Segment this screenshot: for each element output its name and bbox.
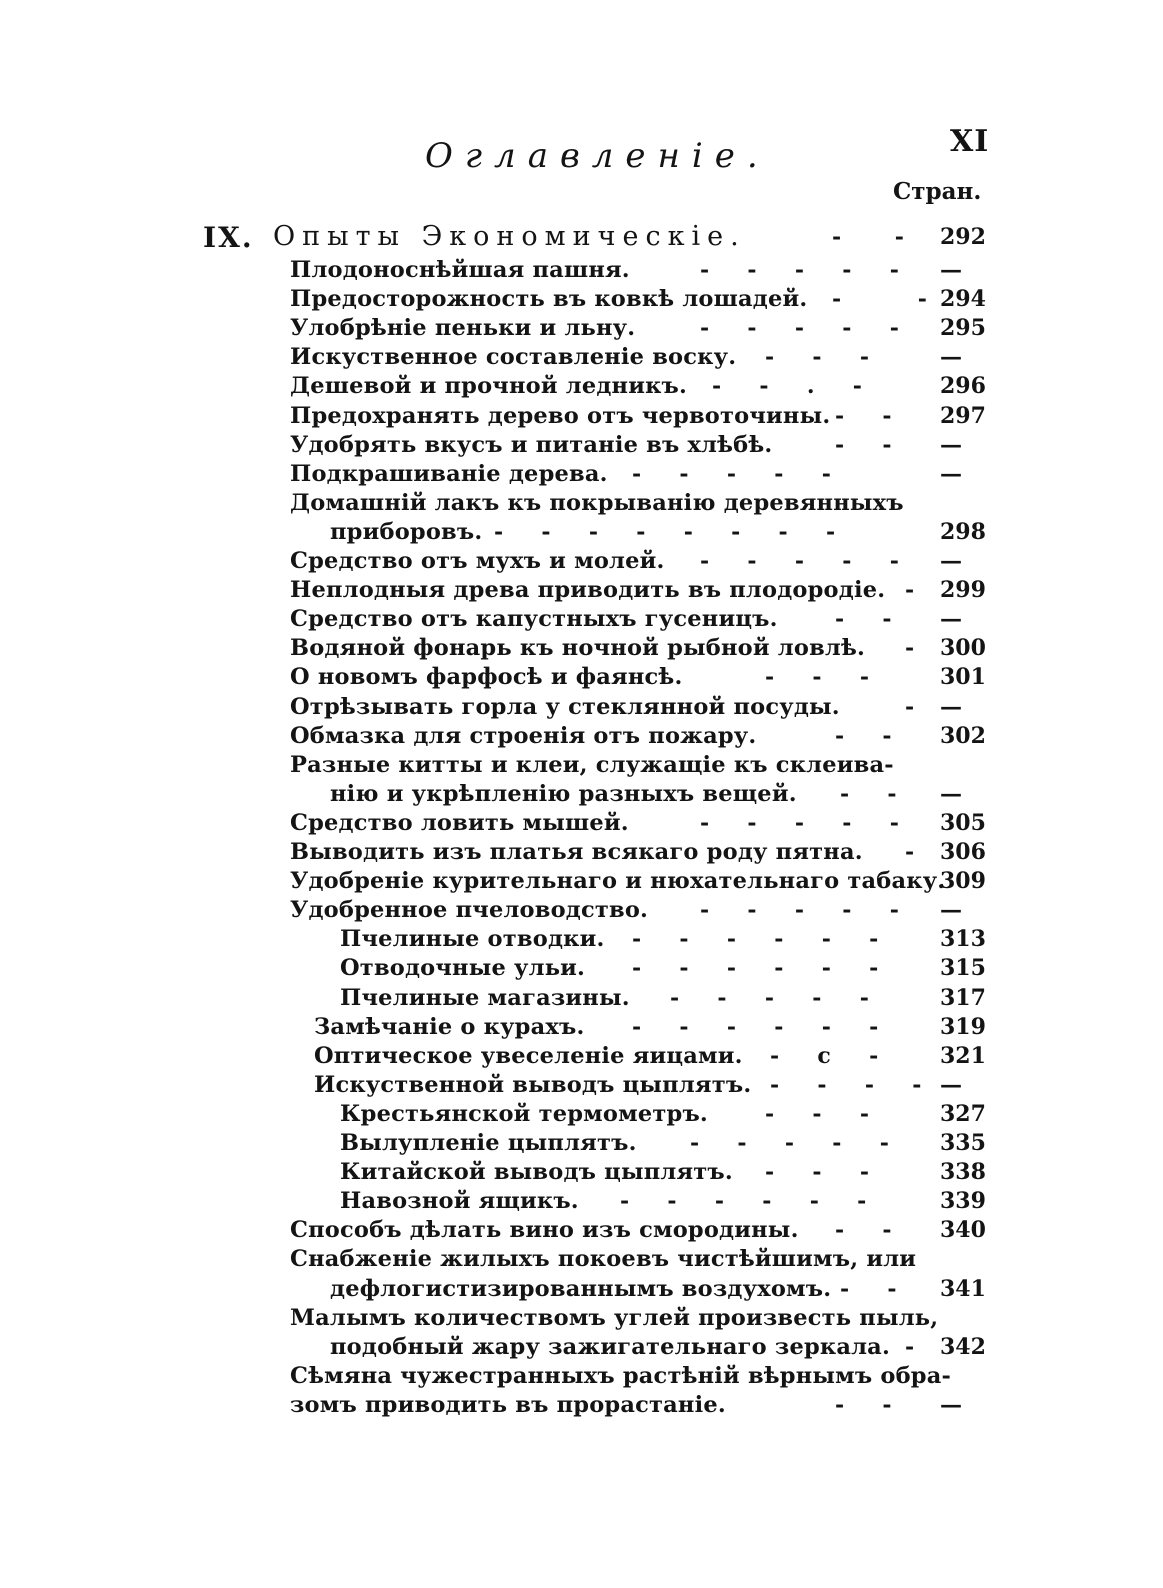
toc-entry-title: Замѣчаніе о курахъ.	[314, 1014, 585, 1040]
toc-entry	[0, 1305, 1163, 1335]
toc-entry-title: подобный жару зажигательнаго зеркала.	[330, 1334, 890, 1360]
toc-entry-title: Малымъ количествомъ углей произвесть пыль,	[290, 1305, 939, 1331]
toc-entry-leaders: - - - - -	[700, 548, 899, 574]
toc-entry-title: Китайской выводъ цыплятъ.	[340, 1159, 733, 1185]
toc-entry-page: —	[940, 694, 962, 720]
toc-entry-page: 317	[940, 985, 986, 1011]
toc-entry-page: 338	[940, 1159, 986, 1185]
toc-entry-leaders: - -	[835, 1217, 892, 1243]
toc-entry-page: 327	[940, 1101, 986, 1127]
toc-entry-page: —	[940, 1072, 962, 1098]
toc-entry	[0, 315, 1163, 345]
toc-entry	[0, 810, 1163, 840]
toc-entry-page: 294	[940, 286, 986, 312]
toc-entry	[0, 985, 1163, 1015]
toc-entry-leaders: - - - - -	[690, 1130, 889, 1156]
toc-entry-leaders: -	[905, 577, 915, 603]
toc-entry-page: 298	[940, 519, 986, 545]
toc-entry-leaders: - -	[832, 286, 927, 312]
toc-entry	[0, 490, 1163, 520]
toc-entry-title: Вылупленіе цыплятъ.	[340, 1130, 637, 1156]
toc-entry-leaders: - - - - -	[700, 897, 899, 923]
toc-entry-page: —	[940, 461, 962, 487]
toc-entry-title: Дешевой и прочной ледникъ.	[290, 373, 688, 399]
toc-entry	[0, 694, 1163, 724]
toc-entry-page: —	[940, 344, 962, 370]
section-leaders: - -	[832, 224, 904, 250]
page-number: XI	[950, 124, 990, 159]
toc-entry	[0, 1188, 1163, 1218]
toc-entry-page: 339	[940, 1188, 986, 1214]
toc-entry-title: нію и укрѣпленію разныхъ вещей.	[330, 781, 797, 807]
toc-entry-title: Способъ дѣлать вино изъ смородины.	[290, 1217, 799, 1243]
toc-entry-leaders: - - - - -	[632, 461, 831, 487]
toc-entry-page: 297	[940, 403, 986, 429]
toc-entry	[0, 723, 1163, 753]
toc-entry	[0, 606, 1163, 636]
toc-entry-title: Удобрять вкусъ и питаніе въ хлѣбѣ.	[290, 432, 773, 458]
toc-entry-leaders: - - - - -	[670, 985, 869, 1011]
toc-entry-title: Пчелиные отводки.	[340, 926, 605, 952]
toc-entry-leaders: - с -	[770, 1043, 879, 1069]
toc-entry-title: Выводить изъ платья всякаго роду пятна.	[290, 839, 863, 865]
toc-entry-leaders: - -	[835, 403, 892, 429]
toc-entry-title: Отрѣзывать горла у стеклянной посуды.	[290, 694, 840, 720]
toc-entry-page: 305	[940, 810, 986, 836]
toc-entry-title: Удобреніе курительнаго и нюхательнаго табаку.	[290, 868, 946, 894]
toc-entry-title: Плодоноснѣйшая пашня.	[290, 257, 630, 283]
toc-entry	[0, 344, 1163, 374]
toc-entry-page: —	[940, 606, 962, 632]
toc-entry-page: —	[940, 897, 962, 923]
toc-entry	[0, 868, 1163, 898]
toc-entry	[0, 1334, 1163, 1364]
toc-entry-page: 309	[940, 868, 986, 894]
toc-entry-page: —	[940, 548, 962, 574]
toc-entry-leaders: - -	[835, 432, 892, 458]
toc-entry-title: Отводочные ульи.	[340, 955, 586, 981]
toc-entry-title: приборовъ.	[330, 519, 483, 545]
page-title: Оглавленіе.	[425, 136, 770, 176]
toc-entry	[0, 403, 1163, 433]
toc-entry-title: Домашній лакъ къ покрыванію деревянныхъ	[290, 490, 904, 516]
toc-entry-leaders: - - - - - -	[632, 926, 879, 952]
toc-entry-page: —	[940, 432, 962, 458]
page-column-header: Стран.	[893, 178, 982, 205]
toc-entry-page: 342	[940, 1334, 986, 1360]
section-page: 292	[940, 224, 986, 250]
toc-entry	[0, 1101, 1163, 1131]
toc-entry-leaders: - -	[835, 1392, 892, 1418]
toc-entry	[0, 286, 1163, 316]
toc-entry-leaders: - - -	[765, 664, 869, 690]
toc-entry-title: дефлогистизированнымъ воздухомъ.	[330, 1276, 832, 1302]
toc-entry	[0, 1246, 1163, 1276]
toc-entry-leaders: - - - - - - - -	[494, 519, 836, 545]
toc-entry-page: 315	[940, 955, 986, 981]
toc-entry-leaders: - -	[835, 606, 892, 632]
toc-entry-title: зомъ приводить въ прорастаніе.	[290, 1392, 726, 1418]
toc-entry-leaders: - - - - -	[700, 810, 899, 836]
toc-entry-title: Искуственное составленіе воску.	[290, 344, 737, 370]
toc-entry-page: 296	[940, 373, 986, 399]
toc-entry-page: 321	[940, 1043, 986, 1069]
toc-entry	[0, 577, 1163, 607]
toc-entry	[0, 1043, 1163, 1073]
toc-entry	[0, 1217, 1163, 1247]
toc-entry-leaders: - -	[840, 1276, 897, 1302]
toc-entry-title: О новомъ фарфосѣ и фаянсѣ.	[290, 664, 683, 690]
toc-entry-title: Предосторожность въ ковкѣ лошадей.	[290, 286, 808, 312]
toc-entry-leaders: - - . -	[712, 373, 862, 399]
toc-entry-page: 299	[940, 577, 986, 603]
toc-entry-title: Крестьянской термометръ.	[340, 1101, 708, 1127]
section-row	[0, 224, 1163, 254]
toc-entry-page: —	[940, 1392, 962, 1418]
toc-entry	[0, 781, 1163, 811]
toc-entry-title: Снабженіе жилыхъ покоевъ чистѣйшимъ, или	[290, 1246, 917, 1272]
toc-entry-leaders: -	[905, 694, 915, 720]
toc-entry	[0, 752, 1163, 782]
toc-entry-page: 340	[940, 1217, 986, 1243]
toc-entry-leaders: - -	[840, 781, 897, 807]
toc-entry-title: Средство отъ мухъ и молей.	[290, 548, 665, 574]
toc-entry-leaders: - - - -	[770, 1072, 922, 1098]
toc-entry-leaders: - - - - -	[700, 257, 899, 283]
toc-entry	[0, 461, 1163, 491]
toc-entry	[0, 548, 1163, 578]
toc-entry-page: —	[940, 781, 962, 807]
toc-entry-title: Искуственной выводъ цыплятъ.	[314, 1072, 752, 1098]
toc-entry	[0, 519, 1163, 549]
toc-entry-title: Средство отъ капустныхъ гусеницъ.	[290, 606, 778, 632]
toc-entry-leaders: - -	[835, 723, 892, 749]
toc-entry-title: Разные китты и клеи, служащіе къ склеива-	[290, 752, 894, 778]
toc-entry	[0, 1276, 1163, 1306]
toc-entry-page: —	[940, 257, 962, 283]
toc-entry	[0, 839, 1163, 869]
toc-entry-title: Удобренное пчеловодство.	[290, 897, 649, 923]
toc-entry	[0, 897, 1163, 927]
toc-entry-title: Средство ловить мышей.	[290, 810, 629, 836]
toc-entry-leaders: - - -	[765, 344, 869, 370]
toc-entry-leaders: - - -	[765, 1101, 869, 1127]
toc-entry	[0, 257, 1163, 287]
section-title: Опыты Экономическіе.	[273, 221, 746, 252]
toc-entry-page: 300	[940, 635, 986, 661]
toc-entry-page: 302	[940, 723, 986, 749]
toc-entry-title: Водяной фонарь къ ночной рыбной ловлѣ.	[290, 635, 866, 661]
toc-entry-title: Пчелиные магазины.	[340, 985, 630, 1011]
toc-entry	[0, 1014, 1163, 1044]
toc-entry-page: 335	[940, 1130, 986, 1156]
toc-entry-leaders: -	[905, 1334, 915, 1360]
toc-entry-leaders: - - - - - -	[632, 1014, 879, 1040]
toc-entry-title: Оптическое увеселеніе яицами.	[314, 1043, 743, 1069]
toc-entry	[0, 955, 1163, 985]
toc-entry-title: Обмазка для строенія отъ пожару.	[290, 723, 757, 749]
toc-entry-title: Подкрашиваніе дерева.	[290, 461, 608, 487]
toc-entry	[0, 1392, 1163, 1422]
toc-entry	[0, 373, 1163, 403]
toc-entry-title: Навозной ящикъ.	[340, 1188, 579, 1214]
toc-entry-leaders: -	[905, 839, 915, 865]
toc-entry-leaders: - - - - -	[700, 315, 899, 341]
toc-entry-page: 319	[940, 1014, 986, 1040]
toc-entry	[0, 635, 1163, 665]
toc-entry-title: Улобрѣніе пеньки и льну.	[290, 315, 636, 341]
toc-entry-page: 313	[940, 926, 986, 952]
toc-entry	[0, 432, 1163, 462]
toc-entry	[0, 664, 1163, 694]
toc-entry-page: 301	[940, 664, 986, 690]
toc-entry-title: Сѣмяна чужестранныхъ растѣній вѣрнымъ обра-	[290, 1363, 952, 1389]
toc-entry	[0, 1363, 1163, 1393]
toc-entry	[0, 1130, 1163, 1160]
section-number: IX.	[203, 221, 254, 254]
toc-entry	[0, 926, 1163, 956]
toc-entry	[0, 1072, 1163, 1102]
toc-entry-leaders: - - - - - -	[620, 1188, 867, 1214]
toc-entry-leaders: -	[905, 635, 915, 661]
toc-entry-leaders: - - - - - -	[632, 955, 879, 981]
toc-entry	[0, 1159, 1163, 1189]
toc-entry-page: 295	[940, 315, 986, 341]
toc-entry-title: Предохранять дерево отъ червоточины.	[290, 403, 831, 429]
toc-entry-page: 341	[940, 1276, 986, 1302]
toc-entry-page: 306	[940, 839, 986, 865]
toc-entry-leaders: - - -	[765, 1159, 869, 1185]
toc-entry-title: Неплодныя древа приводить въ плодородіе.	[290, 577, 886, 603]
